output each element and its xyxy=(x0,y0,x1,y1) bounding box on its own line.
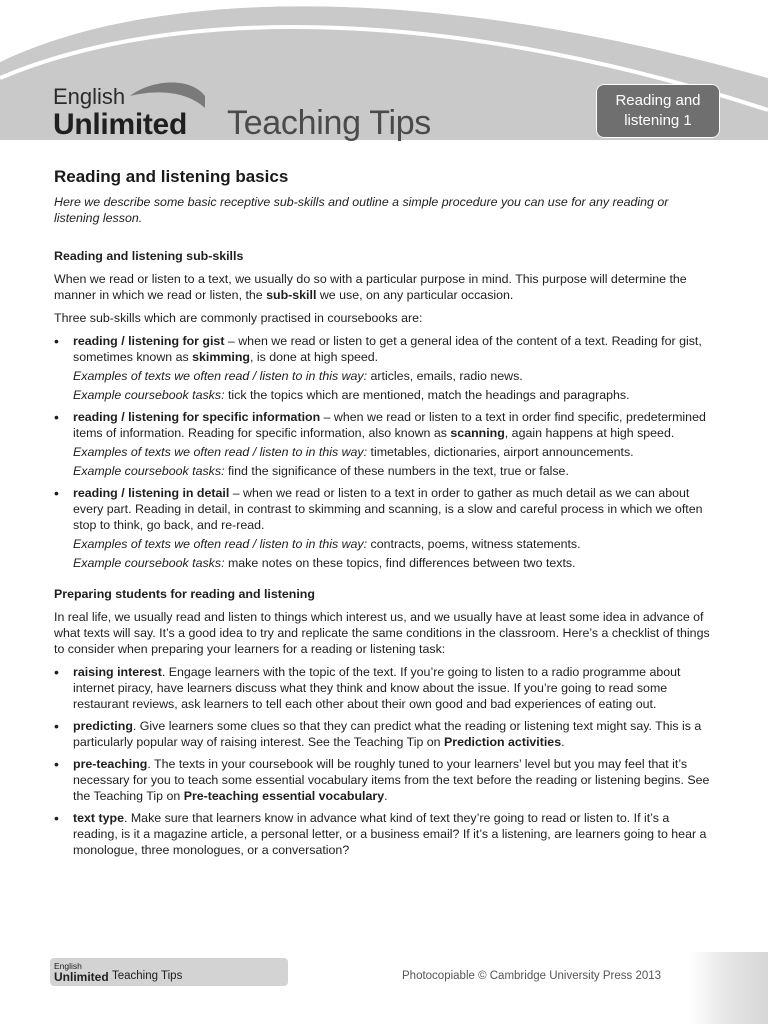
tag-line1: Reading and xyxy=(615,92,701,109)
tasks-line: Example coursebook tasks: make notes on these topics, find differences between two texts. xyxy=(73,556,576,570)
footer-brand-logo xyxy=(54,962,109,983)
footer-teaching-tips: Teaching Tips xyxy=(112,970,183,982)
footer-brand-english: English xyxy=(54,961,82,971)
page-title: Reading and listening basics xyxy=(54,167,289,186)
tasks-line: Example coursebook tasks: tick the topics which are mentioned, match the headings and paragraphs. xyxy=(73,388,630,402)
list-item: • reading / listening in detail – when we read or listen to a text in order to gather as much detail as we can about every part. Reading in detail, in contrast to skimming and scanning, is a slow and careful process in which we often stop to think, go back, and re-read. Examples of texts we often read / listen to in this way: contracts, poems, witness statements. Example coursebook tasks: make notes on these topics, find differences between two texts. xyxy=(54,485,712,571)
brand-unlimited: Unlimited xyxy=(53,108,187,141)
footer-brand-unlimited: Unlimited xyxy=(54,969,109,984)
list-item: • pre-teaching. The texts in your coursebook will be roughly tuned to your learners’ level but you may feel that it’s necessary for you to teach some essential vocabulary items from the text before the reading or listening begins. See the Teaching Tip on Pre-teaching essential vocabulary. xyxy=(54,756,712,804)
tag-line2: listening 1 xyxy=(624,112,692,129)
list-item: • raising interest. Engage learners with the topic of the text. If you’re going to listen to a radio programme about internet piracy, have learners discuss what they think and know about the issue. If you’re going to read some restaurant reviews, ask learners to tell each other about their own good and bad experiences of eating out. xyxy=(54,664,712,712)
examples-line: Examples of texts we often read / listen to in this way: articles, emails, radio news. xyxy=(73,369,523,383)
main-content xyxy=(54,166,712,873)
intro-paragraph: Here we describe some basic receptive sub-skills and outline a simple procedure you can use for any reading or listening lesson. xyxy=(54,195,669,225)
section-heading-subskills: Reading and listening sub-skills xyxy=(54,249,244,263)
tasks-line: Example coursebook tasks: find the significance of these numbers in the text, true or false. xyxy=(73,464,569,478)
list-item: • reading / listening for gist – when we read or listen to get a general idea of the content of a text. Reading for gist, sometimes known as skimming, is done at high speed. Examples of texts we often read / listen to in this way: articles, emails, radio news. Example coursebook tasks: tick the topics which are mentioned, match the headings and paragraphs. xyxy=(54,333,712,403)
page-header xyxy=(0,0,768,140)
examples-line: Examples of texts we often read / listen to in this way: timetables, dictionaries, airport announcements. xyxy=(73,445,634,459)
footer-corner-gradient xyxy=(690,952,768,1024)
examples-line: Examples of texts we often read / listen to in this way: contracts, poems, witness statements. xyxy=(73,537,581,551)
subskills-list xyxy=(54,333,712,571)
copyright-notice: Photocopiable © Cambridge University Press 2013 xyxy=(402,970,662,982)
subskills-paragraph-1: When we read or listen to a text, we usually do so with a particular purpose in mind. This purpose will determine the manner in which we read or listen, the sub-skill we use, on any particular occasion. xyxy=(54,272,687,302)
preparing-paragraph: In real life, we usually read and listen to things which interest us, and we usually have at least some idea in advance of what texts will say. It’s a good idea to try and replicate the same conditions in the classroom. Here’s a checklist of things to consider when preparing your learners for a reading or listening task: xyxy=(54,610,710,656)
brand-english: English xyxy=(53,84,126,109)
section-tag xyxy=(596,84,720,138)
checklist xyxy=(54,664,712,858)
list-item: • predicting. Give learners some clues so that they can predict what the reading or listening text might say. This is a particularly popular way of raising interest. See the Teaching Tip on Prediction activities. xyxy=(54,718,712,750)
subskills-paragraph-2: Three sub-skills which are commonly practised in coursebooks are: xyxy=(54,311,423,325)
list-item: • reading / listening for specific information – when we read or listen to a text in order find specific, predetermined items of information. Reading for specific information, also known as scanning, again happens at high speed. Examples of texts we often read / listen to in this way: timetables, dictionaries, airport announcements. Example coursebook tasks: find the significance of these numbers in the text, true or false. xyxy=(54,409,712,479)
list-item: • text type. Make sure that learners know in advance what kind of text they’re going to read or listen to. If it’s a reading, is it a magazine article, a personal letter, or a business email? If it’s a listening, are learners going to hear a monologue, three monologues, or a conversation? xyxy=(54,810,712,858)
brand-logo xyxy=(53,86,187,140)
brand-teaching-tips: Teaching Tips xyxy=(227,104,432,142)
section-heading-preparing: Preparing students for reading and listening xyxy=(54,587,315,601)
